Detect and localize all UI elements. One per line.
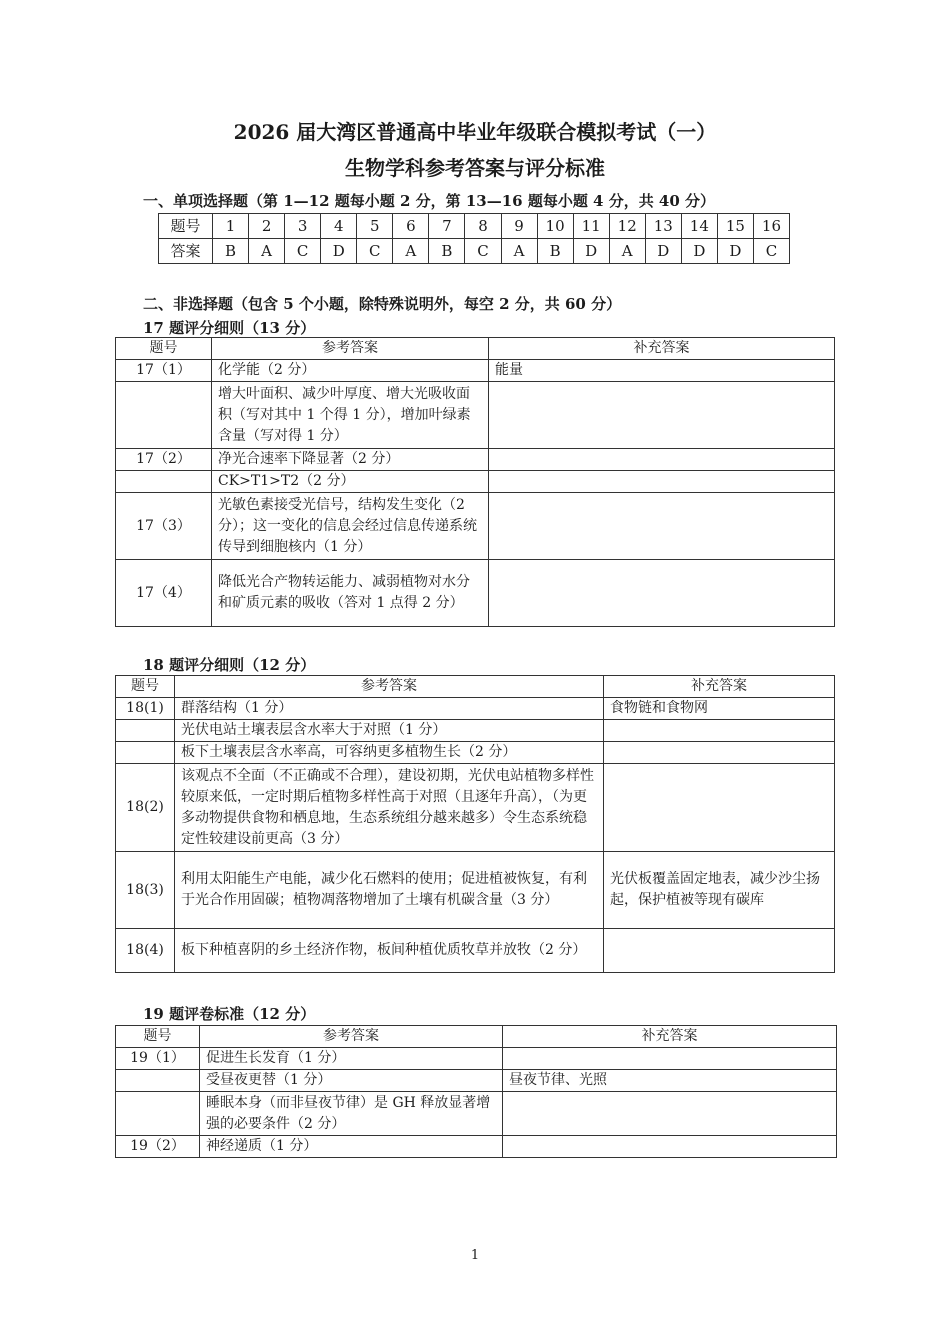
supplementary-answer-cell: 光伏板覆盖固定地表，减少沙尘扬起，保护植被等现有碳库 <box>604 852 835 929</box>
column-header: 题号 <box>116 338 212 360</box>
page-title: 2026 届大湾区普通高中毕业年级联合模拟考试（一） <box>233 120 717 144</box>
page-subtitle: 生物学科参考答案与评分标准 <box>345 156 605 180</box>
q17-heading: 17 题评分细则（13 分） <box>143 319 316 337</box>
question-number-cell: 17（3） <box>116 493 212 560</box>
reference-answer-cell: 利用太阳能生产电能，减少化石燃料的使用；促进植被恢复，有利于光合作用固碳；植物凋落物增加了土壤有机碳含量（3 分） <box>175 852 604 929</box>
column-header: 补充答案 <box>604 676 835 698</box>
column-header: 补充答案 <box>489 338 835 360</box>
reference-answer-cell: 增大叶面积、减少叶厚度、增大光吸收面积（写对其中 1 个得 1 分），增加叶绿素含量（写对得 1 分） <box>212 382 489 449</box>
mc-question-number: 14 <box>681 214 717 239</box>
reference-answer-cell: 睡眠本身（而非昼夜节律）是 GH 释放显著增强的必要条件（2 分） <box>200 1092 503 1136</box>
supplementary-answer-cell <box>604 929 835 973</box>
supplementary-answer-cell <box>503 1048 837 1070</box>
mc-question-number: 7 <box>429 214 465 239</box>
mc-question-number: 12 <box>609 214 645 239</box>
column-header: 参考答案 <box>175 676 604 698</box>
reference-answer-cell: CK>T1>T2（2 分） <box>212 471 489 493</box>
mc-answer-cell: C <box>357 239 393 264</box>
supplementary-answer-cell <box>604 742 835 764</box>
reference-answer-cell: 净光合速率下降显著（2 分） <box>212 449 489 471</box>
table-row <box>116 560 835 627</box>
supplementary-answer-cell <box>604 764 835 852</box>
question-number-cell <box>116 1070 200 1092</box>
mc-answer-cell: D <box>573 239 609 264</box>
section2-heading: 二、非选择题（包含 5 个小题，除特殊说明外，每空 2 分，共 60 分） <box>143 295 622 313</box>
table-row <box>116 929 835 973</box>
column-header: 题号 <box>116 1026 200 1048</box>
question-number-cell: 17（1） <box>116 360 212 382</box>
mc-row-label: 题号 <box>159 214 213 239</box>
supplementary-answer-cell <box>489 471 835 493</box>
mc-answer-table <box>158 213 790 264</box>
reference-answer-cell: 该观点不全面（不正确或不合理），建设初期，光伏电站植物多样性较原来低，一定时期后植物多样性高于对照（且逐年升高），（为更多动物提供食物和栖息地，生态系统组分越来越多）令生态系统稳定性较建设前更高（3 分） <box>175 764 604 852</box>
question-number-cell: 18(1) <box>116 698 175 720</box>
supplementary-answer-cell <box>489 493 835 560</box>
mc-question-number: 6 <box>393 214 429 239</box>
table-row <box>116 471 835 493</box>
mc-answer-cell: D <box>717 239 753 264</box>
mc-answer-cell: C <box>285 239 321 264</box>
q17-table <box>115 337 835 627</box>
mc-answer-cell: C <box>753 239 789 264</box>
mc-answer-cell: C <box>465 239 501 264</box>
table-row <box>116 1048 837 1070</box>
reference-answer-cell: 神经递质（1 分） <box>200 1136 503 1158</box>
supplementary-answer-cell: 能量 <box>489 360 835 382</box>
mc-question-number: 4 <box>321 214 357 239</box>
mc-question-number: 2 <box>249 214 285 239</box>
question-number-cell <box>116 720 175 742</box>
table-row <box>116 1092 837 1136</box>
question-number-cell: 19（2） <box>116 1136 200 1158</box>
table-row <box>116 493 835 560</box>
supplementary-answer-cell: 昼夜节律、光照 <box>503 1070 837 1092</box>
table-header-row <box>116 676 835 698</box>
question-number-cell: 17（4） <box>116 560 212 627</box>
mc-question-number: 5 <box>357 214 393 239</box>
mc-question-number: 10 <box>537 214 573 239</box>
table-row <box>116 360 835 382</box>
table-row <box>116 698 835 720</box>
supplementary-answer-cell <box>489 382 835 449</box>
table-row <box>116 1136 837 1158</box>
column-header: 参考答案 <box>200 1026 503 1048</box>
mc-answer-row <box>159 239 790 264</box>
column-header: 补充答案 <box>503 1026 837 1048</box>
question-number-cell: 18(2) <box>116 764 175 852</box>
supplementary-answer-cell <box>503 1136 837 1158</box>
column-header: 题号 <box>116 676 175 698</box>
mc-question-number: 3 <box>285 214 321 239</box>
mc-question-number: 16 <box>753 214 789 239</box>
reference-answer-cell: 化学能（2 分） <box>212 360 489 382</box>
table-row <box>116 720 835 742</box>
mc-question-number: 9 <box>501 214 537 239</box>
mc-answer-cell: A <box>249 239 285 264</box>
table-row <box>116 1070 837 1092</box>
question-number-cell: 17（2） <box>116 449 212 471</box>
q18-heading: 18 题评分细则（12 分） <box>143 656 316 674</box>
mc-question-number: 13 <box>645 214 681 239</box>
q19-heading: 19 题评卷标准（12 分） <box>143 1005 316 1023</box>
question-number-cell: 18(4) <box>116 929 175 973</box>
mc-number-row <box>159 214 790 239</box>
question-number-cell: 18(3) <box>116 852 175 929</box>
table-header-row <box>116 1026 837 1048</box>
mc-answer-cell: D <box>645 239 681 264</box>
table-row <box>116 382 835 449</box>
column-header: 参考答案 <box>212 338 489 360</box>
table-row <box>116 852 835 929</box>
page-number: 1 <box>470 1248 480 1263</box>
question-number-cell <box>116 1092 200 1136</box>
reference-answer-cell: 板下土壤表层含水率高，可容纳更多植物生长（2 分） <box>175 742 604 764</box>
supplementary-answer-cell <box>489 449 835 471</box>
mc-answer-cell: B <box>537 239 573 264</box>
question-number-cell <box>116 471 212 493</box>
q19-table <box>115 1025 837 1158</box>
mc-question-number: 15 <box>717 214 753 239</box>
mc-answer-cell: A <box>501 239 537 264</box>
table-row <box>116 449 835 471</box>
supplementary-answer-cell: 食物链和食物网 <box>604 698 835 720</box>
mc-answer-cell: B <box>429 239 465 264</box>
supplementary-answer-cell <box>604 720 835 742</box>
question-number-cell: 19（1） <box>116 1048 200 1070</box>
table-row <box>116 764 835 852</box>
supplementary-answer-cell <box>489 560 835 627</box>
mc-answer-cell: A <box>393 239 429 264</box>
mc-answer-cell: D <box>681 239 717 264</box>
mc-answer-cell: A <box>609 239 645 264</box>
mc-answer-cell: B <box>213 239 249 264</box>
mc-row-label: 答案 <box>159 239 213 264</box>
section1-heading: 一、单项选择题（第 1—12 题每小题 2 分，第 13—16 题每小题 4 分，共 40 分） <box>143 192 716 210</box>
mc-answer-cell: D <box>321 239 357 264</box>
reference-answer-cell: 光伏电站土壤表层含水率大于对照（1 分） <box>175 720 604 742</box>
reference-answer-cell: 受昼夜更替（1 分） <box>200 1070 503 1092</box>
question-number-cell <box>116 382 212 449</box>
reference-answer-cell: 群落结构（1 分） <box>175 698 604 720</box>
mc-question-number: 1 <box>213 214 249 239</box>
table-row <box>116 742 835 764</box>
reference-answer-cell: 降低光合产物转运能力、减弱植物对水分和矿质元素的吸收（答对 1 点得 2 分） <box>212 560 489 627</box>
q18-table <box>115 675 835 973</box>
mc-question-number: 8 <box>465 214 501 239</box>
reference-answer-cell: 光敏色素接受光信号，结构发生变化（2 分）；这一变化的信息会经过信息传递系统传导到细胞核内（1 分） <box>212 493 489 560</box>
question-number-cell <box>116 742 175 764</box>
table-header-row <box>116 338 835 360</box>
mc-question-number: 11 <box>573 214 609 239</box>
reference-answer-cell: 促进生长发育（1 分） <box>200 1048 503 1070</box>
reference-answer-cell: 板下种植喜阴的乡土经济作物，板间种植优质牧草并放牧（2 分） <box>175 929 604 973</box>
supplementary-answer-cell <box>503 1092 837 1136</box>
